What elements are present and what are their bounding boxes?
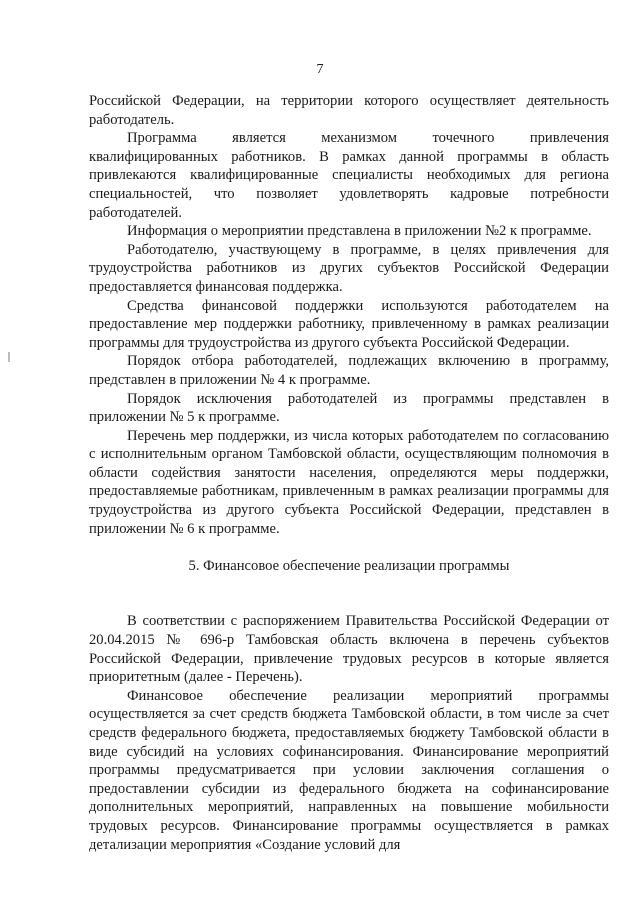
paragraph: В соответствии с распоряжением Правительства Российской Федерации от 20.04.2015 № 696-р Тамбовская область включена в перечень субъектов Российской Федерации, привлечение трудовых ресурсов в которые является приоритетным (далее - Перечень). <box>89 613 609 686</box>
paragraph: Российской Федерации, на территории которого осуществляет деятельность работодатель. <box>89 93 609 128</box>
paragraph: Средства финансовой поддержки используются работодателем на предоставление мер поддержки работнику, привлеченному в рамках реализации программы для трудоустройства из другого субъекта Российской Федерации. <box>89 297 609 351</box>
paragraph: Информация о мероприятии представлена в приложении №2 к программе. <box>127 223 592 240</box>
paragraph: Программа является механизмом точечного привлечения квалифицированных работников. В рамках данной программы в область привлекаются квалифицированные специалисты необходимых для региона специальностей, что позволяет удовлетворять кадровые потребности работодателей. <box>89 130 609 221</box>
document-body <box>89 92 609 854</box>
paragraph: Порядок исключения работодателей из программы представлен в приложении № 5 к программе. <box>89 390 609 426</box>
paragraph: Работодателю, участвующему в программе, в целях привлечения для трудоустройства работников из других субъектов Российской Федерации предоставляется финансовая поддержка. <box>89 241 609 295</box>
section-heading: 5. Финансовое обеспечение реализации программы <box>188 557 510 574</box>
paragraph: Перечень мер поддержки, из числа которых работодателем по согласованию с исполнительным органом Тамбовской области, осуществляющим полномочия в области содействия занятости населения, определяются меры поддержки, предоставляемые работникам, привлеченным в рамках реализации программы для трудоустройства из другого субъекта Российской Федерации, представлен в приложении № 6 к программе. <box>89 427 609 537</box>
paragraph: Финансовое обеспечение реализации мероприятий программы осуществляется за счет средств бюджета Тамбовской области, в том числе за счет средств федерального бюджета, предоставляемых бюджету Тамбовской области в виде субсидий на условиях софинансирования. Финансирование мероприятий программы предусматривается при условии заключения соглашения о предоставлении субсидии из федерального бюджета на софинансирование дополнительных мероприятий, направленных на повышение мобильности трудовых ресурсов. Финансирование программы осуществляется в рамках детализации мероприятия «Создание условий для <box>89 687 609 853</box>
paragraph: Порядок отбора работодателей, подлежащих включению в программу, представлен в приложении № 4 к программе. <box>89 353 609 388</box>
margin-mark <box>8 352 10 362</box>
page-number: 7 <box>316 62 324 77</box>
